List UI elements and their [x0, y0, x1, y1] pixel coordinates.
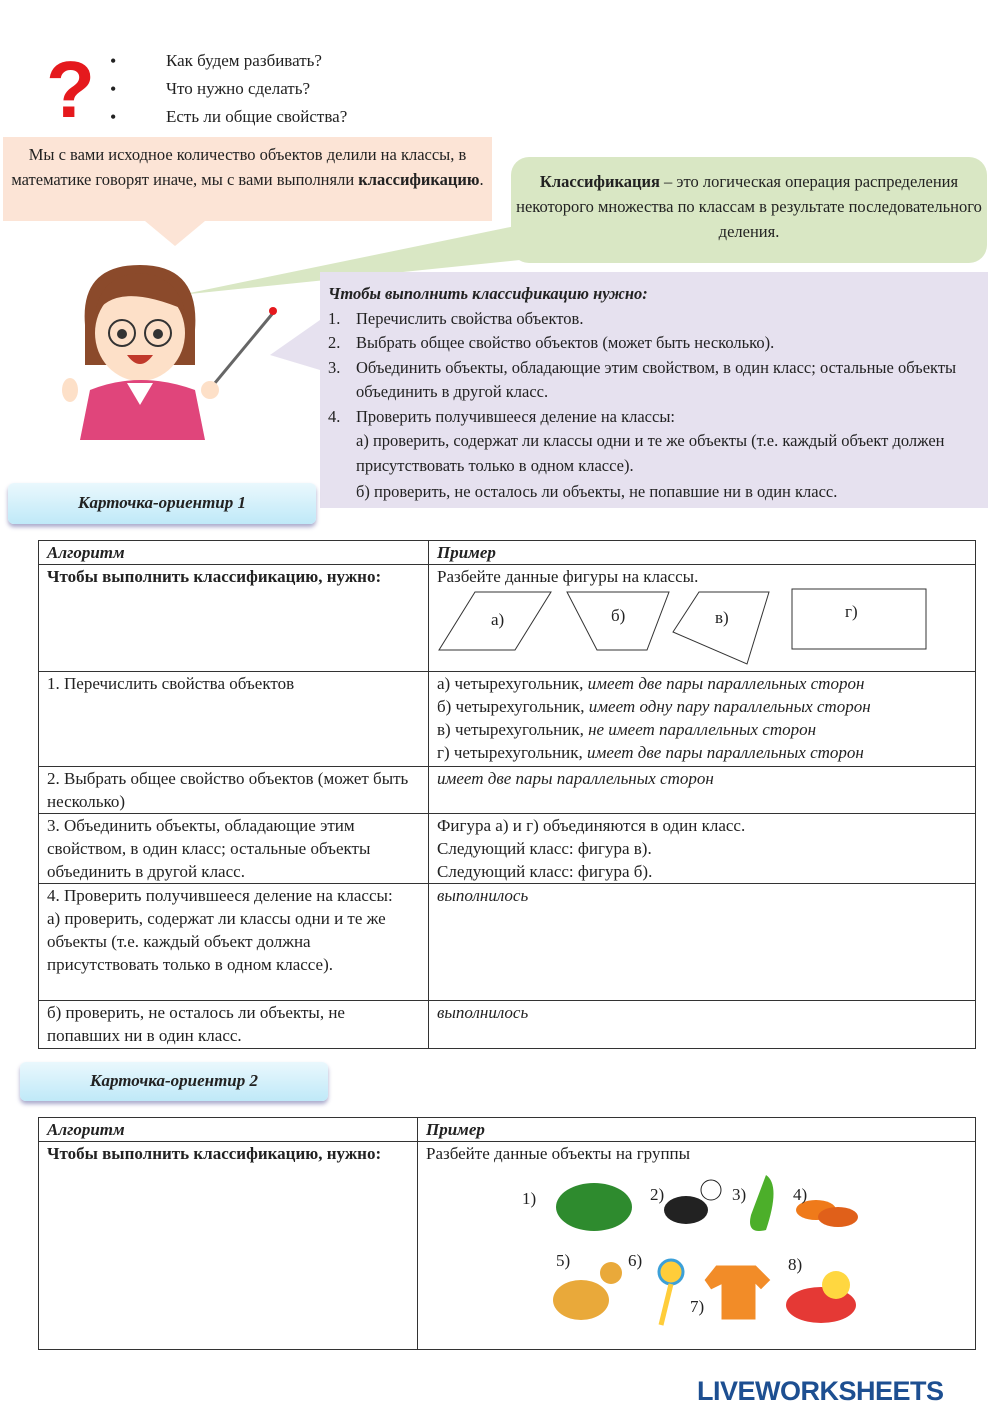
step-item: 2. Выбрать общее свойство объектов (может быть несколько). [328, 333, 775, 352]
object-label: 3) [732, 1185, 747, 1204]
liveworksheets-logo: LIVEWORKSHEETS [697, 1376, 944, 1406]
object-label: 4) [793, 1185, 808, 1204]
questions-list [110, 48, 347, 132]
cell [418, 1142, 976, 1350]
header-example: Пример [429, 541, 976, 565]
cucumber-icon [556, 1183, 632, 1231]
card1-table [38, 540, 976, 1049]
cell: 1. Перечислить свойства объектов [39, 672, 429, 767]
steps-title: Чтобы выполнить классификацию нужно: [328, 284, 648, 303]
question-item: • Что нужно сделать? [110, 76, 347, 104]
cell: 4. Проверить получившееся деление на классы: а) проверить, содержат ли классы одни и те же объекты (т.е. каждый объект должна присутствовать только в одном классе). [39, 884, 429, 1001]
object-label: 6) [628, 1251, 643, 1270]
step-item: 4. Проверить получившееся деление на классы: [328, 406, 675, 426]
cell: имеет две пары параллельных сторон [429, 767, 976, 814]
shape-label: в) [715, 608, 729, 627]
cell [429, 565, 976, 672]
cell: 2. Выбрать общее свойство объектов (может быть несколько) [39, 767, 429, 814]
object-label: 8) [788, 1255, 803, 1274]
cell: б) проверить, не осталось ли объекты, не попавших ни в один класс. [39, 1001, 429, 1049]
card-label-1: Карточка-ориентир 1 [8, 483, 316, 524]
shapes-drawing [437, 588, 967, 668]
header-algorithm: Алгоритм [39, 541, 429, 565]
step-sub-b: б) проверить, не осталось ли объекты, не попавшие ни в один класс. [356, 482, 838, 501]
shape-label: б) [611, 606, 626, 625]
task-text: Разбейте данные фигуры на классы. [437, 567, 699, 586]
pea-pod-icon [750, 1175, 774, 1231]
speech-bold: классификацию [358, 170, 480, 189]
shirt-icon [704, 1265, 771, 1320]
question-mark-icon: ? [46, 45, 95, 134]
teacher-illustration [55, 255, 285, 445]
dog-icon [664, 1180, 721, 1224]
question-item: • Как будем разбивать? [110, 48, 347, 76]
question-item: • Есть ли общие свойства? [110, 104, 347, 132]
cell: Чтобы выполнить классификацию, нужно: [39, 1142, 418, 1350]
header-algorithm: Алгоритм [39, 1118, 418, 1142]
steps-box [320, 272, 988, 508]
object-label: 5) [556, 1251, 571, 1270]
teacher-speech-bubble [3, 137, 492, 221]
cell: выполнилось [429, 884, 976, 1001]
cell: выполнилось [429, 1001, 976, 1049]
step-sub-a: а) проверить, содержат ли классы одни и те же объекты (т.е. каждый объект должен присутствовать только в одном классе). [356, 431, 945, 475]
cell: а) четырехугольник, имеет две пары параллельных сторон б) четырехугольник, имеет одну пару параллельных сторон в) четырехугольник, не имеет параллельных сторон г) четырехугольник, имеет две пары параллельных сторон [429, 672, 976, 767]
speech-text: Мы с вами исходное количество объектов делили на классы, в математике говорят иначе, мы с вами выполняли [11, 145, 467, 189]
card-label-2: Карточка-ориентир 2 [20, 1062, 328, 1101]
shape-label: а) [491, 610, 505, 629]
cell: Чтобы выполнить классификацию, нужно: [39, 565, 429, 672]
cell: Фигура а) и г) объединяются в один класс. Следующий класс: фигура в). Следующий класс: фигура б). [429, 814, 976, 884]
definition-text: – это логическая операция распределения некоторого множества по классам в результате последовательного деления. [516, 172, 982, 241]
definition-bubble [511, 157, 987, 263]
task-text: Разбейте данные объекты на группы [426, 1144, 691, 1163]
objects-drawing [426, 1165, 966, 1345]
step-item: 3. Объединить объекты, обладающие этим свойством, в один класс; остальные объекты объединить в другой класс. [328, 357, 957, 401]
speech-end: . [479, 170, 484, 189]
shape-label: г) [845, 602, 858, 621]
shapes [437, 588, 967, 668]
card2-table [38, 1117, 976, 1350]
object-label: 1) [522, 1189, 537, 1208]
header-example: Пример [418, 1118, 976, 1142]
toy-car-icon [786, 1271, 856, 1323]
definition-term: Классификация [539, 172, 660, 191]
cell: 3. Объединить объекты, обладающие этим свойством, в один класс; остальные объекты объединить в другой класс. [39, 814, 429, 884]
object-label: 7) [690, 1297, 705, 1316]
object-label: 2) [650, 1185, 665, 1204]
step-item: 1. Перечислить свойства объектов. [328, 308, 584, 328]
rattle-icon [659, 1260, 683, 1325]
objects [426, 1165, 967, 1345]
